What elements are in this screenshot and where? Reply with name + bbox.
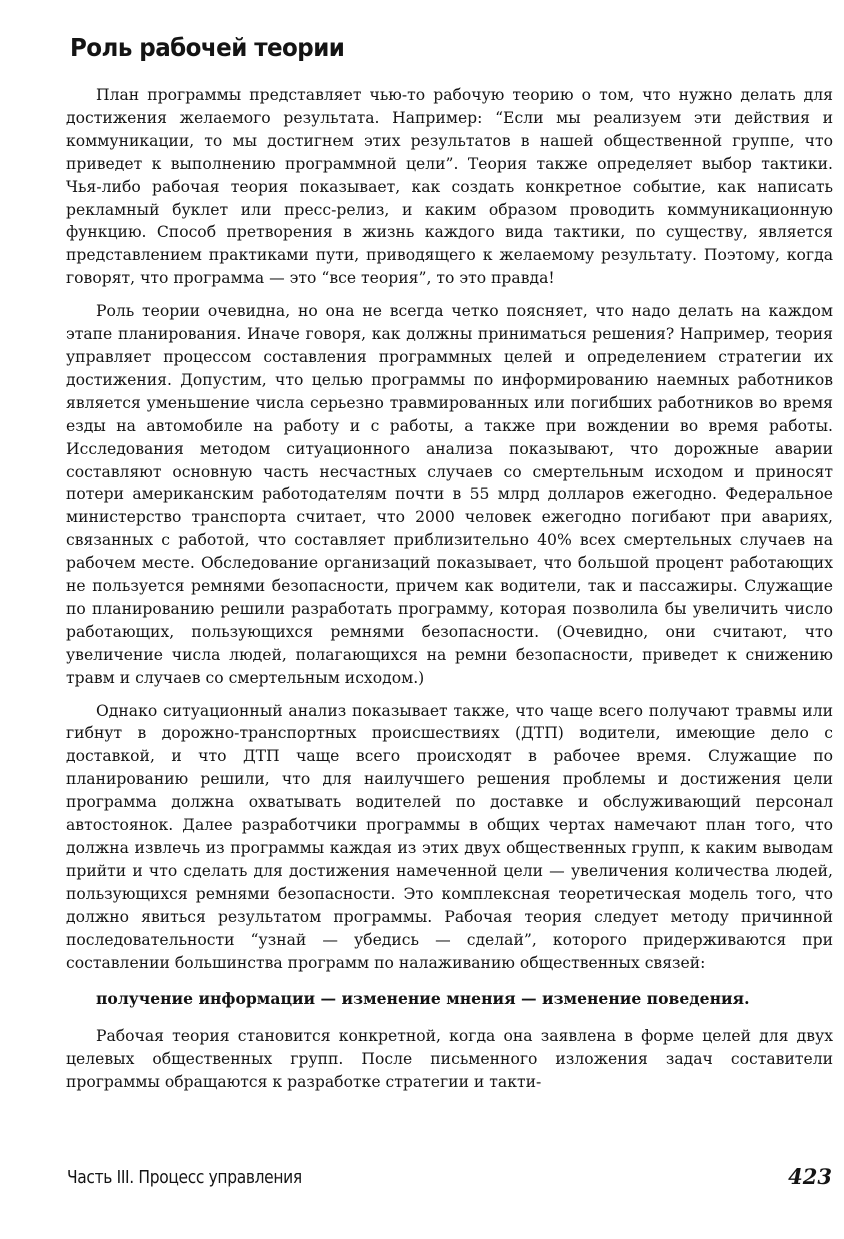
causal-sequence-formula: получение информации — изменение мнения — изменение поведения. <box>96 989 750 1009</box>
section-heading: Роль рабочей теории <box>70 33 345 62</box>
page-footer <box>67 1164 832 1195</box>
paragraph-situation-analysis: Однако ситуационный анализ показывает также, что чаще всего получают травмы или гибнут в дорожно-транспортных происшествиях (ДТП) водители, имеющие дело с доставкой, и что ДТП чаще всего происходят в рабочее время. Служащие по планированию решили, что для наилучшего решения проблемы и достижения цели программа должна охватывать водителей по доставке и обслуживающий персонал автостоянок. Далее разработчики программы в общих чертах намечают план того, что должна извлечь из программы каждая из этих двух общественных групп, к каким выводам прийти и что сделать для достижения намеченной цели — увеличения количества людей, пользующихся ремнями безопасности. Это комплексная теоретическая модель того, что должно явиться результатом программы. Рабочая теория следует методу причинной последовательности “узнай — убедись — сделай”, которого придерживаются при составлении большинства программ по налаживанию общественных связей: <box>66 701 833 972</box>
running-footer-part: Часть III. Процесс управления <box>67 1167 302 1188</box>
body-text <box>66 84 833 1104</box>
paragraph-working-theory: Рабочая теория становится конкретной, когда она заявлена в форме целей для двух целевых общественных групп. После письменного изложения задач составители программы обращаются к разработке стратегии и такти- <box>66 1027 833 1092</box>
paragraph-theory-role: Роль теории очевидна, но она не всегда четко поясняет, что надо делать на каждом этапе планирования. Иначе говоря, как должны приниматься решения? Например, теория управляет процессом составления программных целей и определением стратегии их достижения. Допустим, что целью программы по информированию наемных работников является уменьшение числа серьезно травмированных или погибших работников во время езды на автомобиле на работу и с работы, а также при вождении во время работы. Исследования методом ситуационного анализа показывают, что дорожные аварии составляют основную часть несчастных случаев со смертельным исходом и приносят потери американским работодателям почти в 55 млрд долларов ежегодно. Федеральное министерство транспорта считает, что 2000 человек ежегодно погибают при авариях, связанных с работой, что составляет приблизительно 40% всех смертельных случаев на рабочем месте. Обследование организаций показывает, что большой процент работающих не пользуется ремнями безопасности, причем как водители, так и пассажиры. Служащие по планированию решили разработать программу, которая позволила бы увеличить число работающих, пользующихся ремнями безопасности. (Очевидно, они считают, что увеличение числа людей, полагающихся на ремни безопасности, приведет к снижению травм и случаев со смертельным исходом.) <box>66 302 833 687</box>
page-number: 423 <box>788 1164 832 1189</box>
paragraph-plan: План программы представляет чью-то рабочую теорию о том, что нужно делать для достижения желаемого результата. Например: “Если мы реализуем эти действия и коммуникации, то мы достигнем этих результатов в нашей общественной группе, что приведет к выполнению программной цели”. Теория также определяет выбор тактики. Чья-либо рабочая теория показывает, как создать конкретное событие, как написать рекламный буклет или пресс-релиз, и каким образом проводить коммуникационную функцию. Способ претворения в жизнь каждого вида тактики, по существу, является представлением практиками пути, приводящего к желаемому результату. Поэтому, когда говорят, что программа — это “все теория”, то это правда! <box>66 86 833 288</box>
